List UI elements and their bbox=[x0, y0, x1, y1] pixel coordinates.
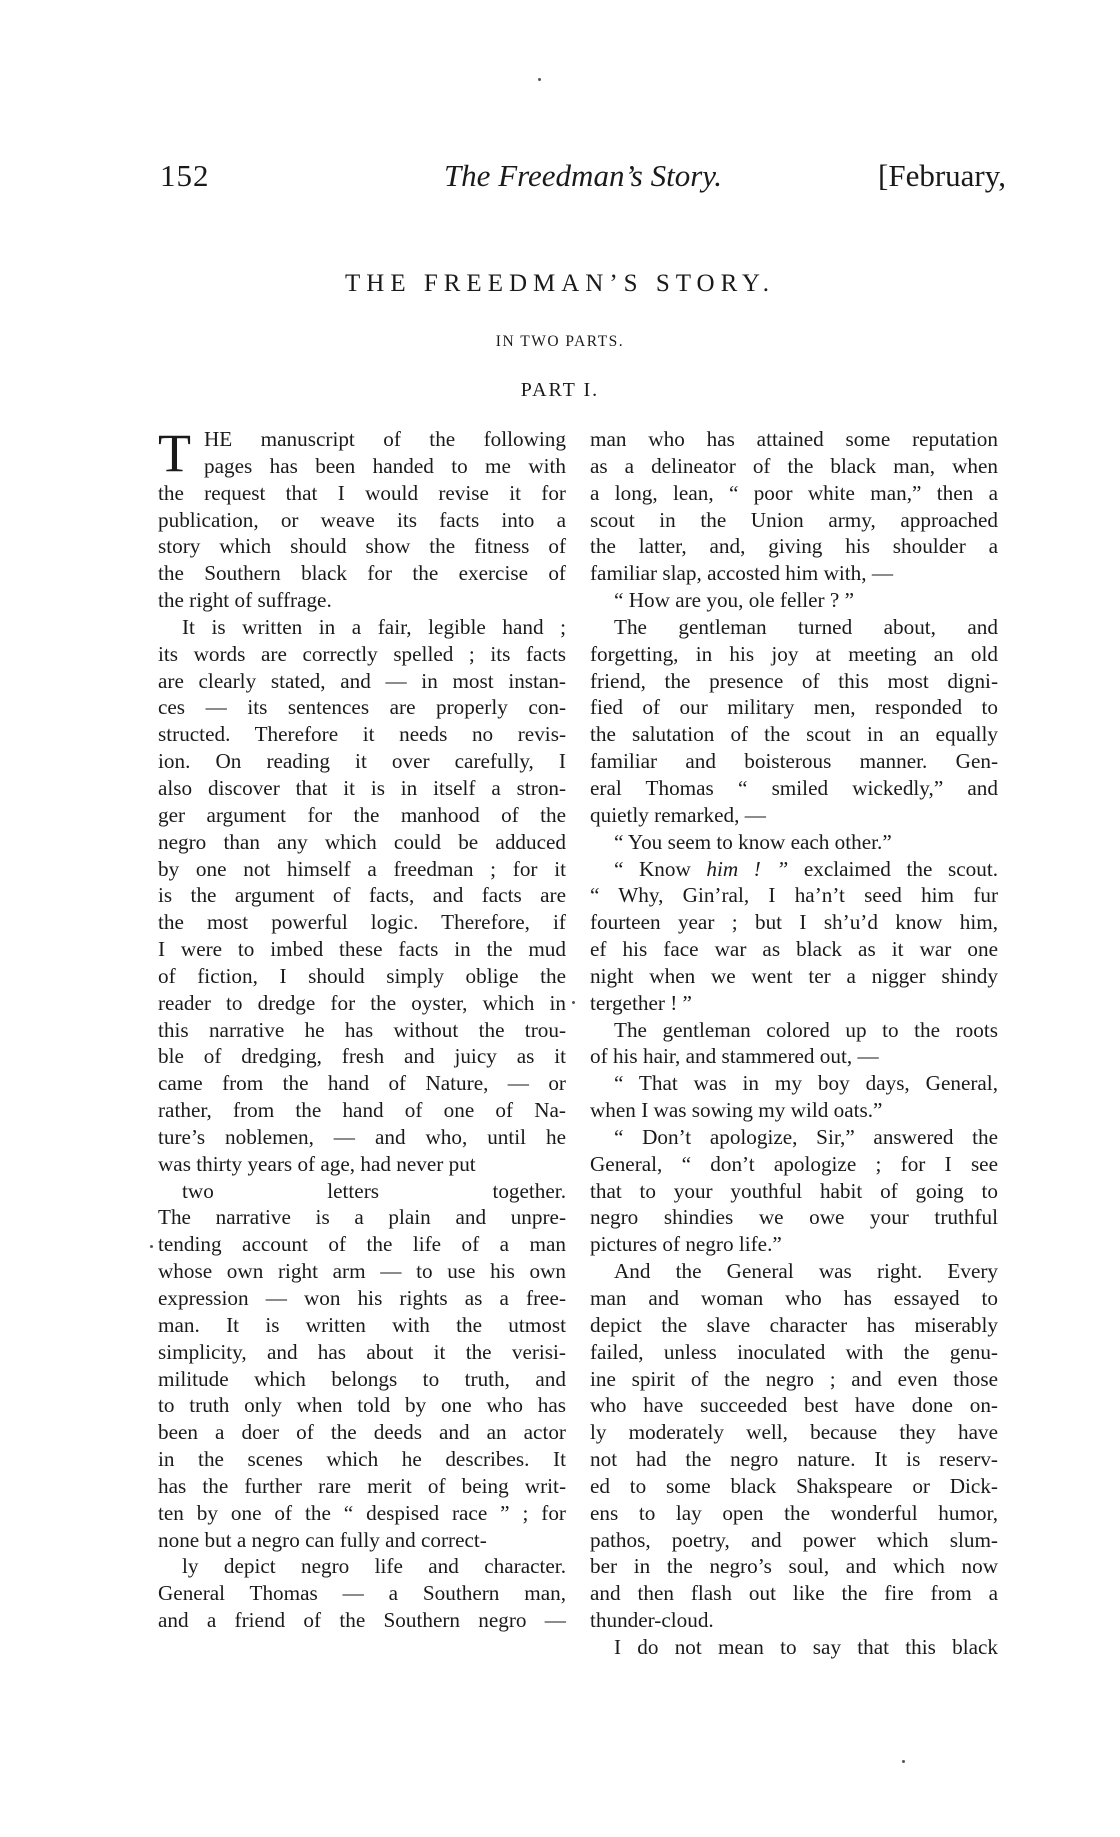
text-line: ly moderately well, because they have bbox=[590, 1420, 998, 1445]
text-line: been a doer of the deeds and an actor bbox=[158, 1420, 566, 1445]
text-line: “ Don’t apologize, Sir,” answered the bbox=[614, 1124, 998, 1149]
text-line: structed. Therefore it needs no revis- bbox=[158, 722, 566, 747]
text-line: man who has attained some reputation bbox=[590, 427, 998, 451]
text-line: are clearly stated, and — in most instan- bbox=[158, 668, 566, 693]
text-line: simplicity, and has about it the verisi- bbox=[158, 1339, 566, 1364]
text-line: scout in the Union army, approached bbox=[590, 507, 998, 532]
text-line: came from the hand of Nature, — or bbox=[158, 1071, 566, 1096]
right-column bbox=[590, 426, 998, 1661]
article-title: THE FREEDMAN’S STORY. bbox=[345, 270, 775, 297]
text-line: of his hair, and stammered out, — bbox=[590, 1044, 879, 1069]
text-line: The gentleman colored up to the roots bbox=[614, 1017, 998, 1042]
text-line: to truth only when told by one who has bbox=[158, 1393, 566, 1418]
text-line: ces — its sentences are properly con- bbox=[158, 695, 566, 720]
text-line: I do not mean to say that this black bbox=[614, 1634, 998, 1659]
quote-open: “ Know bbox=[614, 856, 691, 881]
paper-speck bbox=[150, 1245, 153, 1248]
text-line: thunder-cloud. bbox=[590, 1608, 714, 1633]
text-line: rather, from the hand of one of Na- bbox=[158, 1098, 566, 1123]
text-line: the request that I would revise it for bbox=[158, 480, 566, 505]
text-line: tergether ! ” bbox=[590, 990, 692, 1015]
text-line: not had the negro nature. It is reserv- bbox=[590, 1447, 998, 1472]
text-line: is the argument of facts, and facts are bbox=[158, 883, 566, 908]
text-line: “ You seem to know each other.” bbox=[614, 829, 892, 854]
text-line: ger argument for the manhood of the bbox=[158, 802, 566, 827]
text-line: familiar and boisterous manner. Gen- bbox=[590, 749, 998, 774]
text-line: The gentleman turned about, and bbox=[614, 614, 998, 639]
text-line: publication, or weave its facts into a bbox=[158, 507, 566, 532]
text-line: has the further rare merit of being writ- bbox=[158, 1473, 566, 1498]
text-line: and then flash out like the fire from a bbox=[590, 1581, 998, 1606]
text-line: ine spirit of the negro ; and even those bbox=[590, 1366, 998, 1391]
text-line: of fiction, I should simply oblige the bbox=[158, 963, 566, 988]
text-line: General Thomas — a Southern man, bbox=[158, 1581, 566, 1606]
text-line: this narrative he has without the trou- bbox=[158, 1017, 566, 1042]
text-line: ten by one of the “ despised race ” ; for bbox=[158, 1500, 566, 1525]
text-line: none but a negro can fully and correct- bbox=[158, 1527, 487, 1552]
running-header bbox=[160, 158, 1006, 202]
paper-speck bbox=[538, 78, 541, 81]
text-line: HE manuscript of the following bbox=[204, 427, 566, 451]
text-line: forgetting, in his joy at meeting an old bbox=[590, 641, 998, 666]
text-line: It is written in a fair, legible hand ; bbox=[182, 614, 566, 639]
drop-cap: T bbox=[158, 423, 191, 483]
text-line: ture’s noblemen, — and who, until he bbox=[158, 1124, 566, 1149]
text-line: the salutation of the scout in an equally bbox=[590, 722, 998, 747]
text-line: its words are correctly spelled ; its facts bbox=[158, 641, 566, 666]
text-line: whose own right arm — to use his own bbox=[158, 1259, 566, 1284]
text-line: reader to dredge for the oyster, which in bbox=[158, 990, 566, 1015]
text-line: the right of suffrage. bbox=[158, 588, 332, 613]
text-line: expression — won his rights as a free- bbox=[158, 1286, 566, 1310]
text-line: ion. On reading it over carefully, I bbox=[158, 749, 566, 774]
text-line: friend, the presence of this most digni- bbox=[590, 668, 998, 693]
text-line: failed, unless inoculated with the genu- bbox=[590, 1339, 998, 1364]
text-line: negro than any which could be adduced bbox=[158, 829, 566, 854]
text-line: militude which belongs to truth, and bbox=[158, 1366, 566, 1391]
text-line: ly depict negro life and character. bbox=[182, 1554, 566, 1579]
text-line: a long, lean, “ poor white man,” then a bbox=[590, 480, 998, 505]
part-heading: PART I. bbox=[520, 379, 600, 401]
text-line: when I was sowing my wild oats.” bbox=[590, 1098, 883, 1123]
text-line: General, “ don’t apologize ; for I see bbox=[590, 1151, 998, 1176]
text-line: ble of dredging, fresh and juicy as it bbox=[158, 1044, 566, 1069]
text-line: and a friend of the Southern negro — bbox=[158, 1608, 566, 1633]
text-line: pictures of negro life.” bbox=[590, 1232, 782, 1257]
text-line: The narrative is a plain and unpre- bbox=[158, 1205, 566, 1230]
page-number: 152 bbox=[160, 158, 210, 193]
text-line: negro shindies we owe your truthful bbox=[590, 1205, 998, 1230]
text-line: pathos, poetry, and power which slum- bbox=[590, 1527, 998, 1552]
text-line: two letters together. bbox=[182, 1178, 566, 1203]
text-line: story which should show the fitness of bbox=[158, 534, 566, 559]
paper-speck bbox=[902, 1760, 905, 1763]
text-line: the latter, and, giving his shoulder a bbox=[590, 534, 998, 559]
text-line: the most powerful logic. Therefore, if bbox=[158, 910, 566, 935]
text-line: quietly remarked, — bbox=[590, 802, 766, 827]
text-line: the Southern black for the exercise of bbox=[158, 561, 566, 586]
text-line: pages has been handed to me with bbox=[204, 453, 566, 478]
text-line: also discover that it is in itself a stron- bbox=[158, 775, 566, 800]
left-column bbox=[158, 423, 566, 1634]
text-line: ens to lay open the wonderful humor, bbox=[590, 1500, 998, 1525]
text-line: in the scenes which he describes. It bbox=[158, 1447, 566, 1472]
text-line: fourteen year ; but I sh’u’d know him, bbox=[590, 910, 998, 935]
running-month: [February, bbox=[878, 158, 1006, 193]
text-line: who have succeeded best have done on- bbox=[590, 1393, 998, 1418]
text-line: depict the slave character has miserably bbox=[590, 1312, 998, 1337]
text-line bbox=[590, 856, 998, 883]
quote-rest: exclaimed the scout. bbox=[803, 856, 999, 881]
text-line: And the General was right. Every bbox=[614, 1259, 998, 1284]
text-line: “ That was in my boy days, General, bbox=[614, 1071, 998, 1096]
text-line: was thirty years of age, had never put bbox=[158, 1151, 476, 1176]
running-title: The Freedman’s Story. bbox=[443, 158, 723, 193]
text-line: man. It is written with the utmost bbox=[158, 1312, 566, 1337]
text-line: that to your youthful habit of going to bbox=[590, 1178, 998, 1203]
text-line: by one not himself a freedman ; for it bbox=[158, 856, 566, 881]
text-line: fied of our military men, responded to bbox=[590, 695, 998, 720]
text-line: ed to some black Shakspeare or Dick- bbox=[590, 1473, 998, 1498]
text-line: man and woman who has essayed to bbox=[590, 1286, 998, 1310]
text-line: tending account of the life of a man bbox=[158, 1232, 566, 1257]
text-line: “ How are you, ole feller ? ” bbox=[614, 588, 855, 613]
paper-speck bbox=[572, 1001, 575, 1004]
text-line: ber in the negro’s soul, and which now bbox=[590, 1554, 998, 1579]
emphasis-him: him ! ” bbox=[706, 856, 789, 881]
text-line: ef his face war as black as it war one bbox=[590, 937, 998, 962]
text-line: I were to imbed these facts in the mud bbox=[158, 937, 566, 962]
text-line: familiar slap, accosted him with, — bbox=[590, 561, 894, 586]
text-line: “ Why, Gin’ral, I ha’n’t seed him fur bbox=[590, 883, 998, 908]
text-line: night when we went ter a nigger shindy bbox=[590, 963, 998, 988]
text-line: as a delineator of the black man, when bbox=[590, 453, 998, 478]
text-line: eral Thomas “ smiled wickedly,” and bbox=[590, 775, 998, 800]
article-subtitle: IN TWO PARTS. bbox=[495, 333, 625, 350]
